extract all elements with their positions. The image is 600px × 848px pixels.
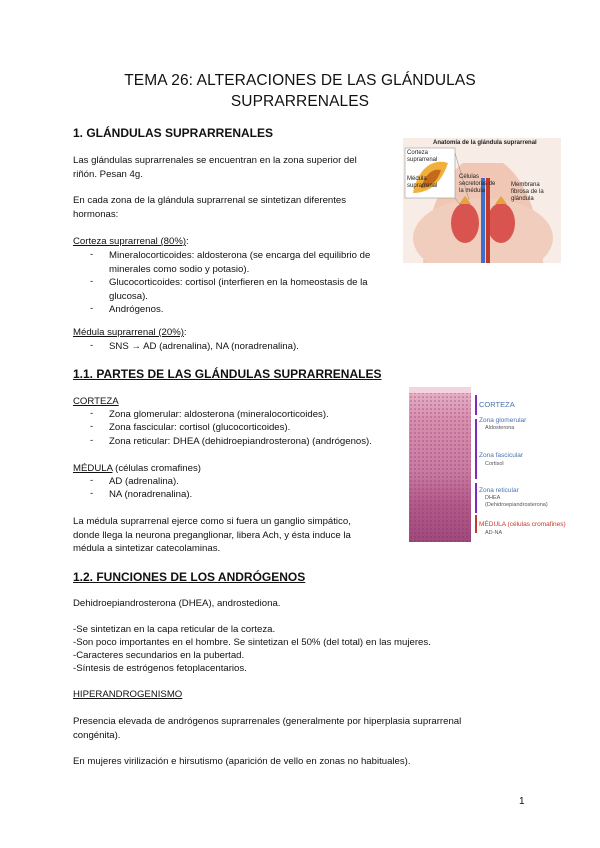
s1-paragraph-1: Las glándulas suprarrenales se encuentran en la zona superior del riñón. Pesan 4g.: [73, 155, 357, 180]
histo-corteza: CORTEZA: [479, 400, 515, 409]
dash: -: [90, 249, 94, 260]
histo-reticular-sub2: (Dehidroepiandrosterona): [485, 502, 548, 508]
histo-glomerular: Zona glomerular: [479, 417, 527, 424]
corteza-label: CORTEZA: [73, 396, 119, 407]
section-1-heading: 1. GLÁNDULAS SUPRARRENALES: [73, 126, 274, 140]
histo-glomerular-sub: Aldosterona: [485, 425, 515, 431]
dash: -: [90, 408, 94, 419]
s1-paragraph-2: En cada zona de la glándula suprarrenal se sintetizan diferentes hormonas:: [73, 195, 347, 220]
fig1-label-corteza: Corteza suprarrenal: [407, 150, 438, 163]
page-title: [0, 70, 600, 112]
title-line-1: TEMA 26: ALTERACIONES DE LAS GLÁNDULAS: [124, 72, 476, 89]
s12-hiper-paragraph: Presencia elevada de andrógenos suprarrenales (generalmente por hiperplasia suprarrenal congénita).: [73, 716, 462, 741]
histo-fascicular-sub: Cortisol: [485, 461, 504, 467]
s12-line-4: -Síntesis de estrógenos fetoplacentarios.: [73, 663, 247, 674]
section-1-1-heading: 1.1. PARTES DE LAS GLÁNDULAS SUPRARRENALES: [73, 367, 382, 381]
histo-reticular-sub1: DHEA: [485, 495, 501, 501]
dash: -: [90, 340, 94, 351]
dash: -: [90, 475, 94, 486]
corteza-colon: :: [186, 236, 189, 247]
medula-bar: [475, 515, 477, 533]
dash: -: [90, 421, 94, 432]
section-1-2-heading: 1.2. FUNCIONES DE LOS ANDRÓGENOS: [73, 570, 306, 584]
medula-label-line: [73, 462, 201, 476]
reticular-bar: [475, 483, 477, 513]
title-line-2: SUPRARRENALES: [230, 93, 370, 110]
histo-reticular: Zona reticular: [479, 487, 519, 494]
zona-glomerular-item: Zona glomerular: aldosterona (mineralocorticoides).: [109, 409, 329, 420]
histo-fascicular: Zona fascicular: [479, 452, 524, 459]
corteza-item-1: Mineralocorticoides: aldosterona (se encarga del equilibrio de minerales como sodio y potasio).: [109, 250, 371, 275]
medula-label: MÉDULA: [73, 463, 113, 474]
hiperandrogenismo-heading: HIPERANDROGENISMO: [73, 689, 183, 700]
s12-paragraph-1: Dehidroepiandrosterona (DHEA), androstediona.: [73, 598, 281, 609]
medula-heading: [73, 326, 187, 340]
histology-figure: [409, 387, 579, 542]
histo-medula-sub: AD-NA: [485, 530, 503, 536]
fascicular-bar: [475, 419, 477, 479]
s12-line-3: -Caracteres secundarios en la pubertad.: [73, 650, 245, 661]
s12-line-1: -Se sintetizan en la capa reticular de la corteza.: [73, 624, 276, 635]
corteza-heading: [73, 235, 189, 249]
fig1-label-membrana: Membrana fibrosa de la glándula: [511, 182, 544, 202]
dash: -: [90, 435, 94, 446]
dash: -: [90, 488, 94, 499]
s12-mujer-paragraph: En mujeres virilización e hirsutismo (aparición de vello en zonas no habituales).: [73, 756, 411, 767]
medula-ad-item: AD (adrenalina).: [109, 476, 179, 487]
histology-section-image: [409, 387, 471, 542]
zona-fascicular-item: Zona fascicular: cortisol (glucocorticoides).: [109, 422, 291, 433]
medula-colon: :: [183, 327, 187, 338]
fig1-label-medula: Médula suprarrenal: [407, 176, 438, 189]
corteza-item-3: Andrógenos.: [109, 304, 164, 315]
page-number: 1: [519, 796, 525, 807]
medula-item-1: SNS → AD (adrenalina), NA (noradrenalina).: [109, 341, 299, 352]
fig1-label-celulas: Células secretoras de la médula: [459, 174, 496, 194]
s12-line-2: -Son poco importantes en el hombre. Se sintetizan el 50% (del total) en las mujeres.: [73, 637, 431, 648]
adrenal-anatomy-figure: [403, 138, 561, 263]
s11-paragraph: La médula suprarrenal ejerce como si fuera un ganglio simpático, donde llega la neurona preganglionar, libera Ach, y ésta induce la médula a sintetizar catecolaminas.: [73, 516, 351, 554]
dash: -: [90, 303, 94, 314]
zona-reticular-item: Zona reticular: DHEA (dehidroepiandrosterona) (andrógenos).: [109, 436, 372, 447]
corteza-item-2: Glucocorticoides: cortisol (interfieren en la homeostasis de la glucosa).: [109, 277, 368, 302]
medula-label-rest: (células cromafines): [112, 463, 201, 474]
glomerular-bar: [475, 395, 477, 415]
medula-na-item: NA (noradrenalina).: [109, 489, 193, 500]
corteza-title: Corteza suprarrenal (80%): [73, 236, 187, 247]
histo-medula: MÉDULA (células cromafines): [479, 521, 566, 528]
dash: -: [90, 276, 94, 287]
medula-title: Médula suprarrenal (20%): [73, 327, 184, 338]
fig1-title: Anatomía de la glándula suprarrenal: [433, 140, 537, 146]
